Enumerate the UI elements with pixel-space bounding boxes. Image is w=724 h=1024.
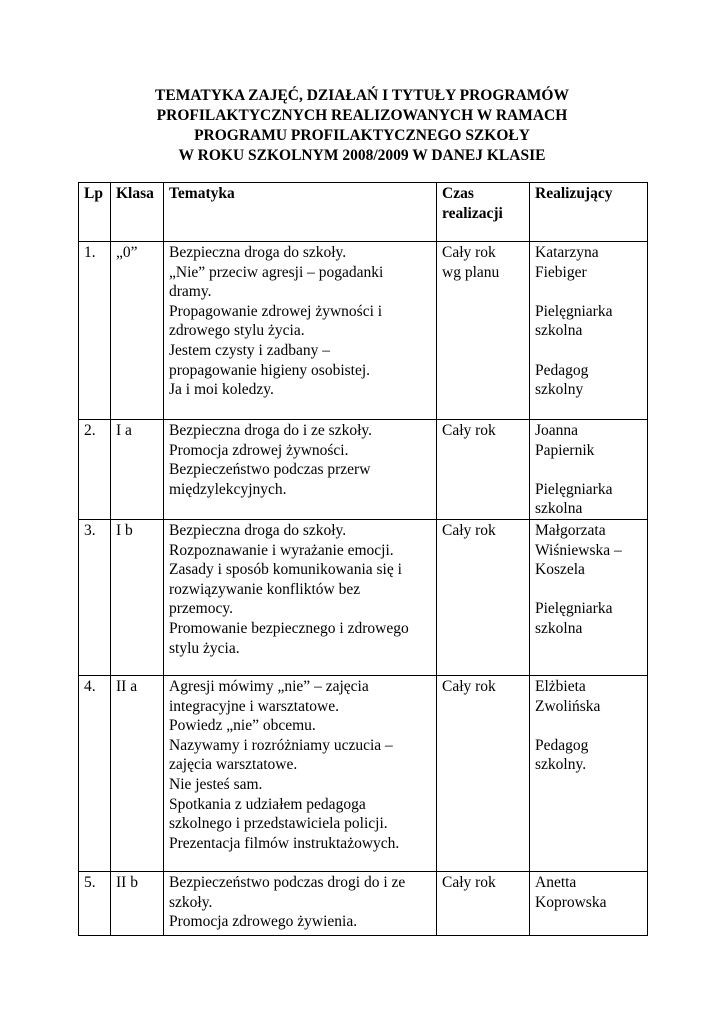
cell-czas <box>437 871 530 935</box>
table-row <box>79 675 648 871</box>
cell-czas-line: Cały rok <box>442 677 496 695</box>
cell-tematyka-line: Bezpieczna droga do szkoły. <box>169 521 347 539</box>
header-czas <box>437 183 530 242</box>
cell-czas <box>437 675 530 871</box>
cell-tematyka-line: Rozpoznawanie i wyrażanie emocji. <box>169 541 394 559</box>
table-header-row <box>79 183 648 242</box>
cell-tematyka-line: Propagowanie zdrowej żywności i <box>169 302 383 320</box>
cell-tematyka-line: zajęcia warsztatowe. <box>169 756 298 774</box>
cell-realizujacy-line: Papiernik <box>535 441 595 459</box>
cell-tematyka-line: Agresji mówimy „nie” – zajęcia <box>169 677 369 695</box>
cell-tematyka-line: szkoły. <box>169 893 213 911</box>
cell-realizujacy-line: Katarzyna <box>535 244 599 261</box>
cell-realizujacy-line: Fiebiger <box>535 263 587 281</box>
cell-realizujacy-line: Małgorzata <box>535 521 606 539</box>
cell-czas-line: Cały rok <box>442 521 496 539</box>
cell-tematyka-line: Zasady i sposób komunikowania się i <box>169 561 402 579</box>
cell-realizujacy-line: Wiśniewska – <box>535 541 622 559</box>
cell-klasa: II b <box>111 871 164 935</box>
cell-tematyka-line: Prezentacja filmów instruktażowych. <box>169 834 400 852</box>
cell-lp: 4. <box>79 675 111 871</box>
cell-tematyka-line: Bezpieczna droga do i ze szkoły. <box>169 422 372 439</box>
cell-realizujacy-line: Joanna <box>535 422 579 439</box>
cell-tematyka <box>164 420 437 520</box>
cell-tematyka-line: „Nie” przeciw agresji – pogadanki <box>169 263 384 281</box>
cell-realizujacy-line: szkolny. <box>535 756 587 774</box>
cell-realizujacy <box>530 519 648 675</box>
cell-tematyka-line: Promocja zdrowej żywności. <box>169 441 349 459</box>
cell-czas <box>437 420 530 520</box>
cell-realizujacy <box>530 871 648 935</box>
program-table <box>78 182 648 936</box>
title-line: PROGRAMU PROFILAKTYCZNEGO SZKOŁY <box>194 127 530 144</box>
cell-tematyka-line: Bezpieczeństwo podczas drogi do i ze <box>169 873 406 891</box>
line-gap <box>535 716 642 736</box>
cell-klasa: I a <box>111 420 164 520</box>
cell-lp: 1. <box>79 242 111 420</box>
cell-realizujacy-line: szkolny <box>535 381 584 399</box>
header-tematyka: Tematyka <box>164 183 437 242</box>
cell-czas <box>437 519 530 675</box>
line-gap <box>535 580 642 600</box>
cell-realizujacy-line: Pielęgniarka <box>535 600 613 618</box>
title-line: W ROKU SZKOLNYM 2008/2009 W DANEJ KLASIE <box>178 147 546 164</box>
cell-tematyka-line: dramy. <box>169 283 212 301</box>
cell-realizujacy-line: Koprowska <box>535 893 607 911</box>
cell-realizujacy-line: szkolna <box>535 500 583 518</box>
cell-realizujacy-line: Pielęgniarka <box>535 480 613 498</box>
cell-tematyka-line: Promocja zdrowego żywienia. <box>169 913 358 931</box>
cell-tematyka-line: Ja i moi koledzy. <box>169 381 274 399</box>
cell-tematyka-line: stylu życia. <box>169 639 240 657</box>
cell-tematyka-line: Powiedz „nie” obcemu. <box>169 717 316 735</box>
cell-tematyka-line: międzylekcyjnych. <box>169 480 287 498</box>
cell-klasa: I b <box>111 519 164 675</box>
cell-realizujacy-line: Pedagog <box>535 361 589 379</box>
header-klasa: Klasa <box>111 183 164 242</box>
cell-lp: 3. <box>79 519 111 675</box>
cell-klasa: „0” <box>111 242 164 420</box>
cell-tematyka <box>164 675 437 871</box>
header-realizujacy: Realizujący <box>530 183 648 242</box>
header-lp: Lp <box>79 183 111 242</box>
cell-realizujacy-line: szkolna <box>535 619 583 637</box>
cell-tematyka <box>164 519 437 675</box>
cell-czas-line: Cały rok <box>442 422 496 439</box>
line-gap <box>535 341 642 361</box>
cell-czas-line: Cały rok <box>442 244 496 261</box>
line-gap <box>535 282 642 302</box>
cell-realizujacy-line: Pedagog <box>535 736 589 754</box>
table-row <box>79 242 648 420</box>
line-gap <box>535 460 642 480</box>
cell-tematyka-line: przemocy. <box>169 600 233 618</box>
cell-realizujacy-line: szkolna <box>535 322 583 340</box>
table-row <box>79 420 648 520</box>
cell-tematyka-line: Bezpieczeństwo podczas przerw <box>169 461 371 479</box>
cell-lp: 2. <box>79 420 111 520</box>
cell-realizujacy <box>530 242 648 420</box>
cell-tematyka-line: rozwiązywanie konfliktów bez <box>169 580 361 598</box>
cell-tematyka <box>164 871 437 935</box>
cell-realizujacy-line: Elżbieta <box>535 677 586 695</box>
cell-realizujacy <box>530 420 648 520</box>
cell-tematyka-line: Spotkania z udziałem pedagoga <box>169 795 366 813</box>
cell-tematyka-line: Nie jesteś sam. <box>169 775 263 793</box>
cell-lp: 5. <box>79 871 111 935</box>
cell-realizujacy-line: Zwolińska <box>535 697 601 715</box>
cell-tematyka-line: szkolnego i przedstawiciela policji. <box>169 815 388 833</box>
title-line: PROFILAKTYCZNYCH REALIZOWANYCH W RAMACH <box>156 107 568 124</box>
cell-tematyka-line: integracyjne i warsztatowe. <box>169 697 339 715</box>
cell-czas-line: Cały rok <box>442 873 496 891</box>
table-row <box>79 519 648 675</box>
cell-tematyka-line: zdrowego stylu życia. <box>169 322 305 340</box>
title-line: TEMATYKA ZAJĘĆ, DZIAŁAŃ I TYTUŁY PROGRAMÓW <box>155 87 569 104</box>
cell-realizujacy-line: Koszela <box>535 561 585 579</box>
cell-tematyka-line: Bezpieczna droga do szkoły. <box>169 244 347 261</box>
cell-realizujacy-line: Anetta <box>535 873 577 891</box>
table-body <box>79 242 648 936</box>
cell-realizujacy-line: Pielęgniarka <box>535 302 613 320</box>
table-row <box>79 871 648 935</box>
cell-realizujacy <box>530 675 648 871</box>
cell-tematyka-line: Jestem czysty i zadbany – <box>169 341 330 359</box>
cell-tematyka-line: propagowanie higieny osobistej. <box>169 361 371 379</box>
cell-tematyka-line: Promowanie bezpiecznego i zdrowego <box>169 619 409 637</box>
cell-klasa: II a <box>111 675 164 871</box>
header-czas-line: Czas <box>442 185 474 202</box>
cell-czas <box>437 242 530 420</box>
header-czas-line: realizacji <box>442 204 503 222</box>
cell-tematyka-line: Nazywamy i rozróżniamy uczucia – <box>169 736 393 754</box>
cell-tematyka <box>164 242 437 420</box>
cell-czas-line: wg planu <box>442 263 500 281</box>
document-title <box>60 86 664 166</box>
